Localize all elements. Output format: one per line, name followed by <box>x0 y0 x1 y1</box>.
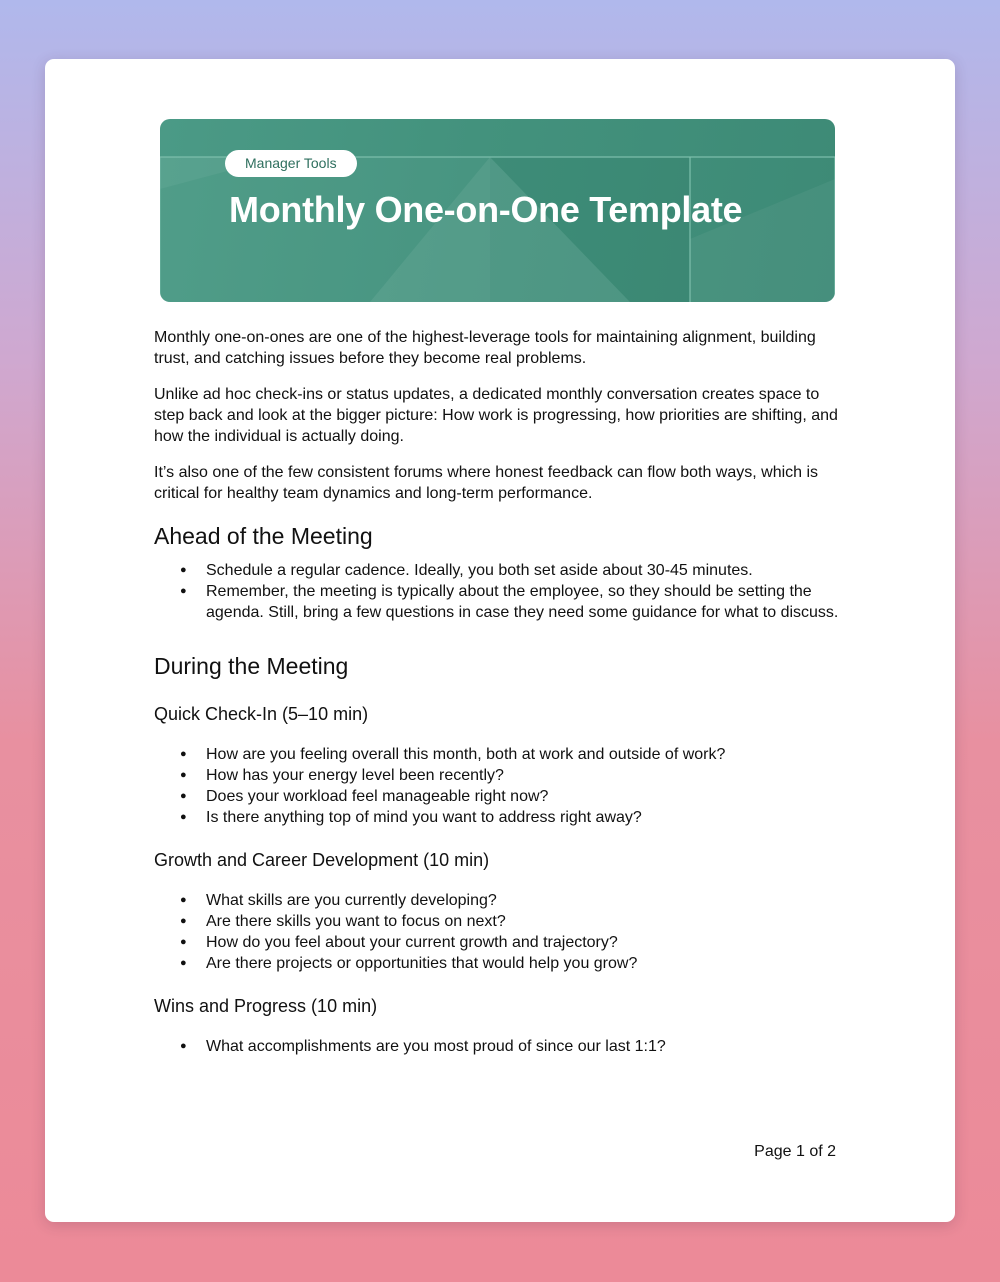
document-page <box>45 59 955 1222</box>
list-item: ● How has your energy level been recently? <box>154 765 844 786</box>
intro-paragraph: Unlike ad hoc check-ins or status updates, a dedicated monthly conversation creates space to step back and look at the bigger picture: How work is progressing, how priorities are shifting, and how the individual is actually doing. <box>154 386 838 445</box>
subsection-heading-checkin: Quick Check-In (5–10 min) <box>154 704 369 724</box>
page-number: Page 1 of 2 <box>754 1143 836 1160</box>
list-item: ● Does your workload feel manageable right now? <box>154 786 844 807</box>
document-body <box>154 327 844 1057</box>
list-item: ● Schedule a regular cadence. Ideally, you both set aside about 30-45 minutes. <box>154 560 844 581</box>
ahead-list <box>154 560 844 623</box>
section-heading-ahead: Ahead of the Meeting <box>154 523 373 549</box>
list-item: ● Are there projects or opportunities that would help you grow? <box>154 953 844 974</box>
wins-list <box>154 1036 844 1057</box>
list-item: ● Remember, the meeting is typically about the employee, so they should be setting the agenda. Still, bring a few questions in case they need some guidance for what to discuss. <box>154 581 844 623</box>
intro-paragraph: Monthly one-on-ones are one of the highest-leverage tools for maintaining alignment, building trust, and catching issues before they become real problems. <box>154 329 816 367</box>
subsection-heading-wins: Wins and Progress (10 min) <box>154 996 378 1016</box>
section-heading-during: During the Meeting <box>154 653 349 679</box>
list-item: ● Is there anything top of mind you want to address right away? <box>154 807 844 828</box>
subsection-heading-growth: Growth and Career Development (10 min) <box>154 850 490 870</box>
list-item: ● What accomplishments are you most proud of since our last 1:1? <box>154 1036 844 1057</box>
list-item: ● Are there skills you want to focus on next? <box>154 911 844 932</box>
category-badge: Manager Tools <box>225 150 357 177</box>
document-title: Monthly One-on-One Template <box>229 189 743 230</box>
header-banner <box>160 119 835 302</box>
list-item: ● How are you feeling overall this month, both at work and outside of work? <box>154 744 844 765</box>
list-item: ● How do you feel about your current growth and trajectory? <box>154 932 844 953</box>
list-item: ● What skills are you currently developing? <box>154 890 844 911</box>
intro-paragraph: It’s also one of the few consistent forums where honest feedback can flow both ways, which is critical for healthy team dynamics and long-term performance. <box>154 464 819 502</box>
growth-list <box>154 890 844 974</box>
checkin-list <box>154 744 844 828</box>
